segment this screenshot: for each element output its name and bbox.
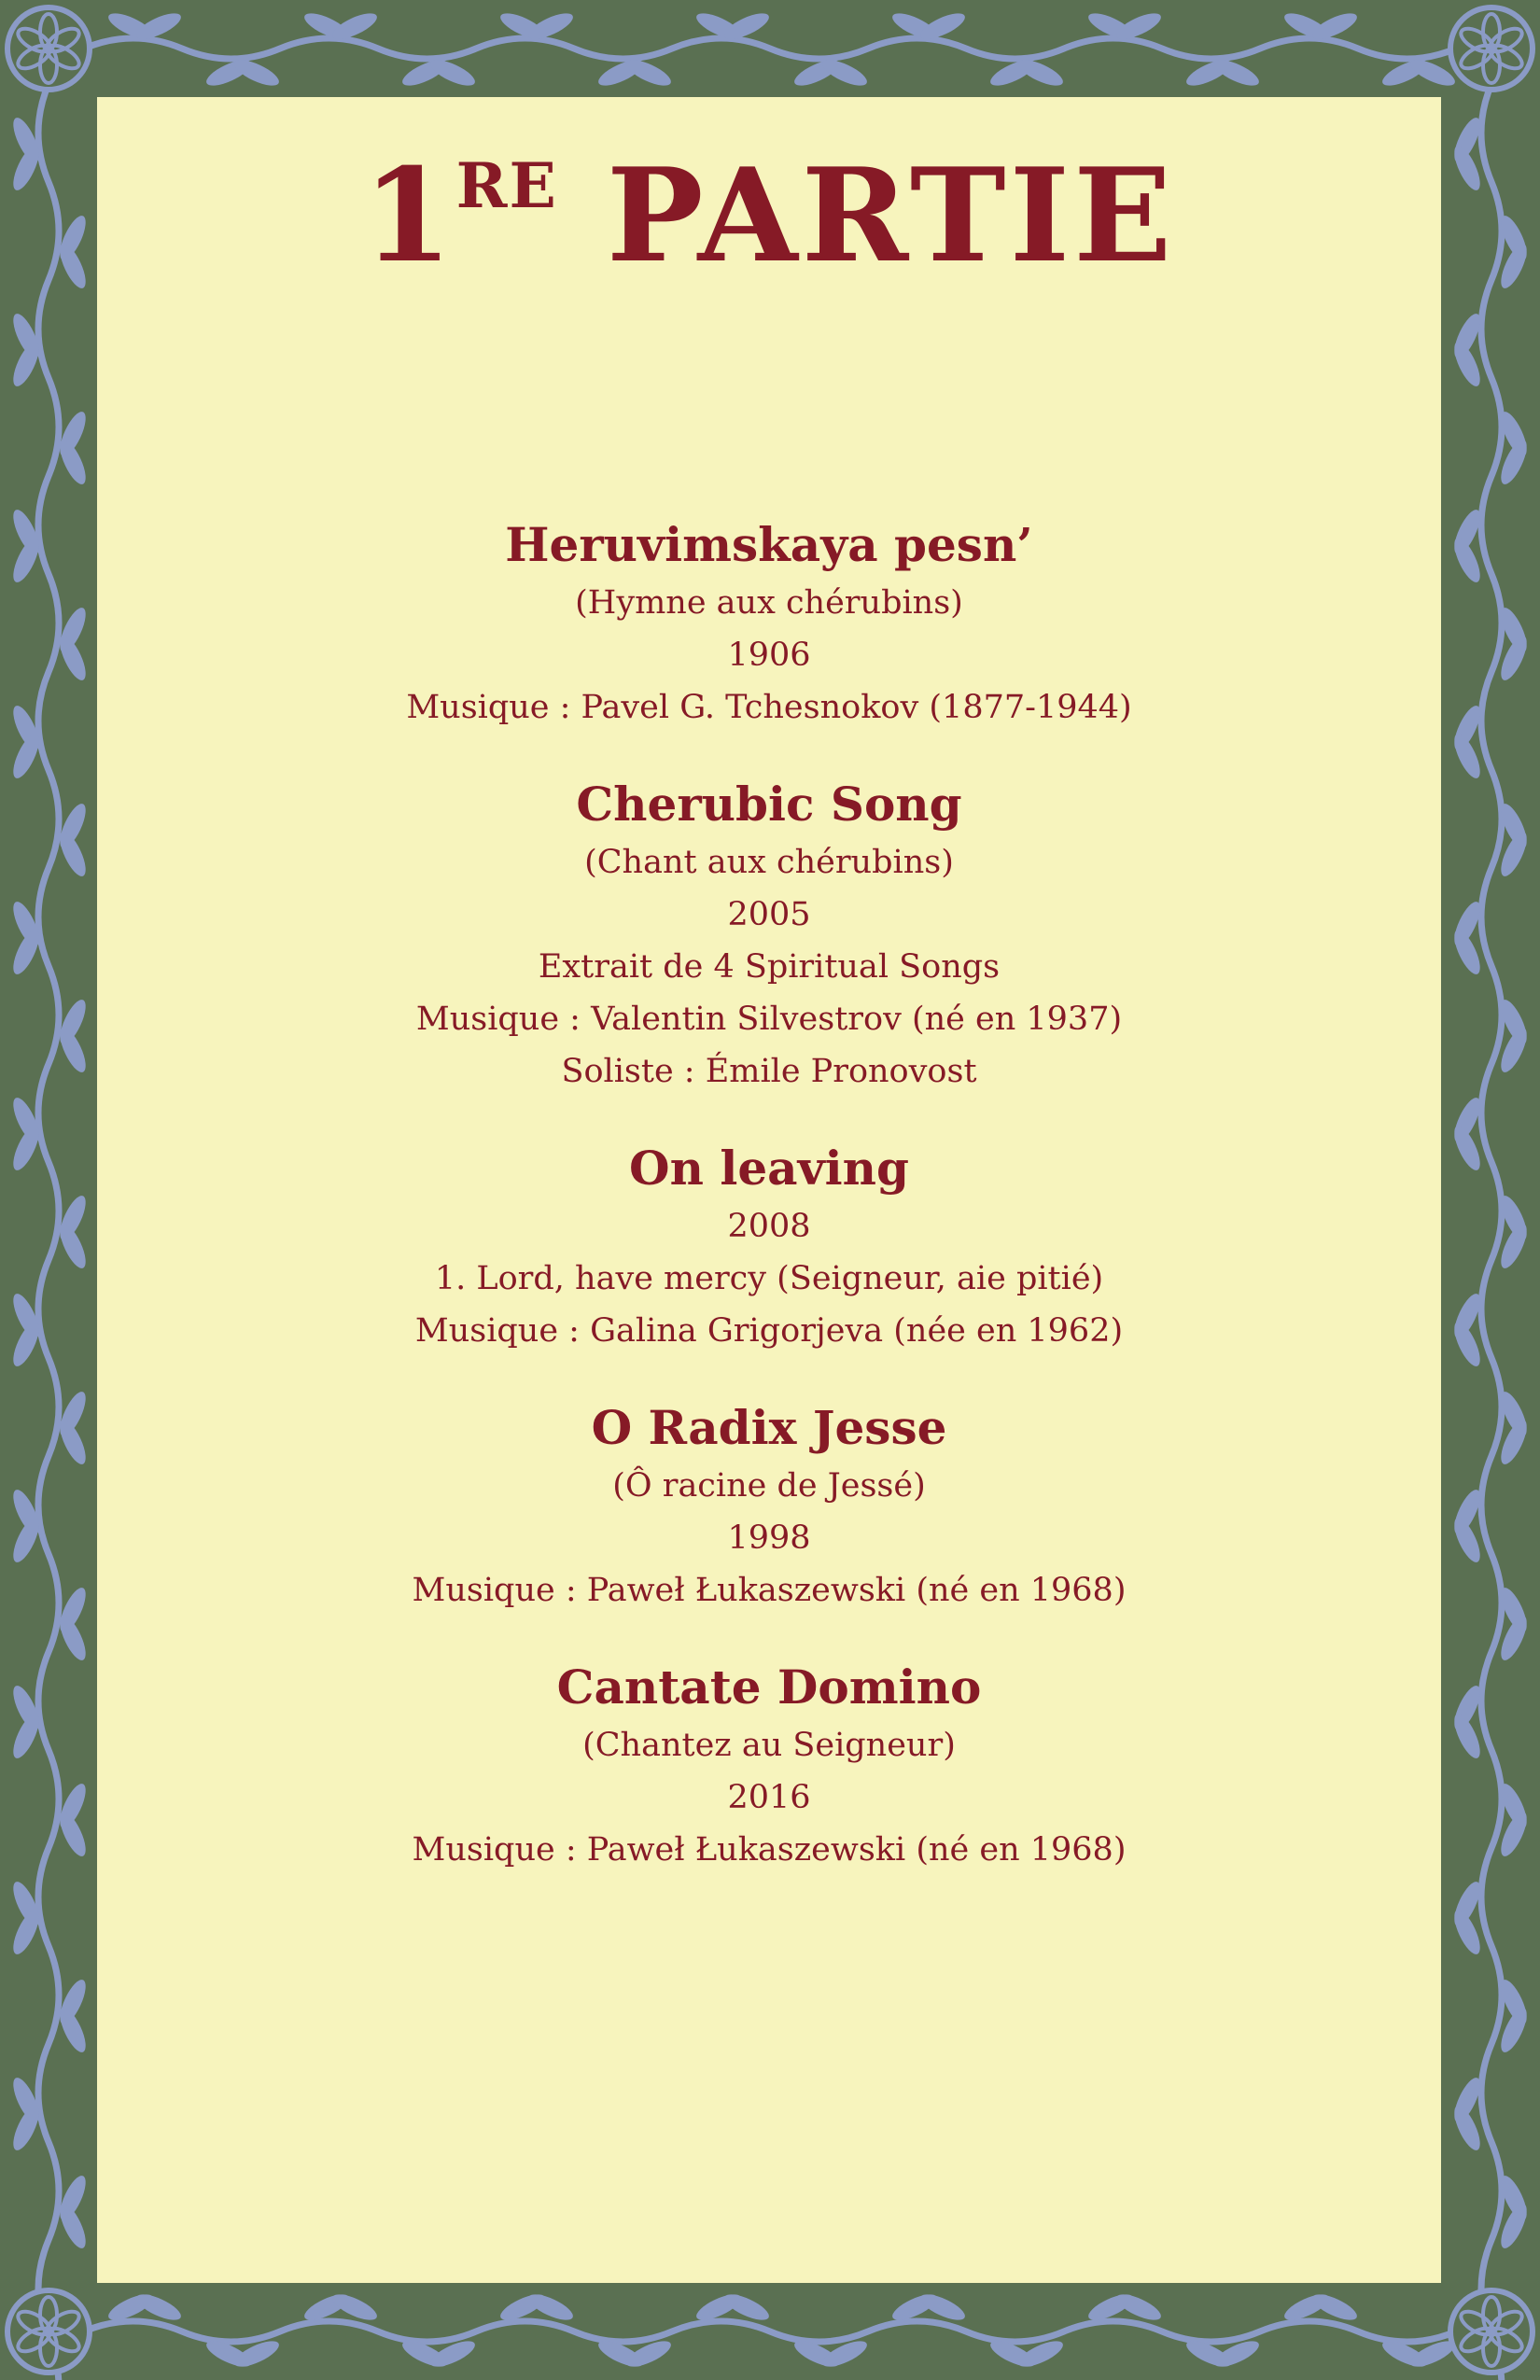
part-title-word: PARTIE [606, 139, 1176, 291]
piece-title: Heruvimskaya pesn’ [505, 517, 1033, 572]
piece-composer: Musique : Pavel G. Tchesnokov (1877-1944) [406, 689, 1132, 726]
piece-composer: Musique : Valentin Silvestrov (né en 1937) [415, 1001, 1123, 1038]
piece-year: 1998 [727, 1519, 811, 1557]
piece-subtitle: (Ô racine de Jessé) [612, 1467, 926, 1505]
border-vine [38, 84, 59, 2380]
program-piece [97, 1656, 1441, 1876]
program-piece [97, 1137, 1441, 1357]
piece-year: 2005 [727, 896, 811, 933]
piece-subtitle: (Chant aux chérubins) [584, 844, 954, 881]
border-vine [84, 2321, 1456, 2342]
piece-year: 2008 [727, 1208, 811, 1245]
corner-rosette [1450, 2290, 1533, 2373]
program-piece [97, 773, 1441, 1098]
piece-soloist: Soliste : Émile Pronovost [561, 1053, 977, 1090]
piece-year: 1906 [727, 637, 811, 674]
corner-rosette [1450, 7, 1533, 90]
piece-composer: Musique : Paweł Łukaszewski (né en 1968) [412, 1572, 1127, 1609]
piece-composer: Musique : Paweł Łukaszewski (né en 1968) [412, 1831, 1127, 1869]
piece-title: Cherubic Song [576, 777, 962, 832]
piece-movement: 1. Lord, have mercy (Seigneur, aie pitié) [434, 1260, 1104, 1297]
program-piece [97, 1396, 1441, 1617]
piece-composer: Musique : Galina Grigorjeva (née en 1962) [414, 1312, 1124, 1350]
piece-title: On leaving [629, 1141, 909, 1196]
border-vine [1481, 84, 1502, 2380]
program-list [97, 513, 1441, 1915]
piece-year: 2016 [727, 1779, 811, 1816]
corner-rosette [7, 7, 90, 90]
part-title [97, 139, 1441, 291]
program-piece [97, 513, 1441, 734]
piece-subtitle: (Chantez au Seigneur) [582, 1727, 956, 1764]
piece-extract: Extrait de 4 Spiritual Songs [538, 948, 1001, 986]
border-vine [84, 38, 1456, 59]
piece-subtitle: (Hymne aux chérubins) [575, 584, 963, 622]
program-panel [97, 97, 1441, 2283]
piece-title: O Radix Jesse [591, 1400, 947, 1455]
part-title-superscript: RE [455, 149, 558, 222]
piece-title: Cantate Domino [556, 1659, 982, 1715]
corner-rosette [7, 2290, 90, 2373]
part-title-number: 1 [362, 139, 456, 291]
